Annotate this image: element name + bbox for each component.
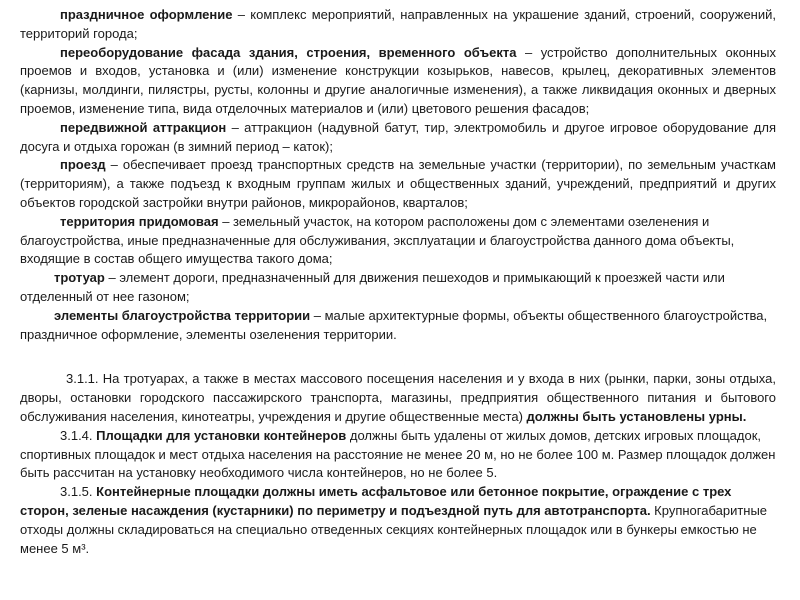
clause-text: На тротуарах, а также в местах массового посещения населения и у входа в них (рынки, парки, зоны отдыха, дворы, остановки городского пассажирского транспорта, магазины, предприятия общественного питания и бытового обслуживания населения, кинотеатры, учреждения и другие общественные места): [20, 371, 776, 424]
definition-term: проезд: [60, 157, 106, 173]
clause-bold-text: Площадки для установки контейнеров: [96, 427, 347, 443]
definition-text: – малые архитектурные формы, объекты общественного благоустройства, праздничное оформление, элементы озеленения территории.: [20, 307, 768, 342]
definition-term: территория придомовая: [60, 213, 219, 229]
definition-paragraph: [20, 213, 776, 269]
definition-term: передвижной аттракцион: [60, 119, 227, 135]
clause-bold-text: Контейнерные площадки должны иметь асфальтовое или бетонное покрытие, ограждение с трех сторон, зеленые насаждения (кустарники) по периметру и подъездной путь для автотранспорта.: [20, 484, 732, 518]
definition-term: праздничное оформление: [60, 7, 233, 22]
definition-term: элементы благоустройства территории: [54, 307, 311, 323]
clause-text: должны быть удалены от жилых домов, детских игровых площадок, спортивных площадок и мест отдыха населения на расстояние не менее 20 м, но не более 100 м. Размер площадок должен быть рассчитан на установку необходимого числа контейнеров, но не более 5.: [20, 427, 776, 481]
definition-text: – обеспечивает проезд транспортных средств на земельные участки (территории), по земельным участкам (территориям), а также подъезд к входным группам жилых и общественных зданий, учреждений, предприятий и других объектов городской застройки внутри районов, микрорайонов, кварталов;: [20, 157, 776, 210]
section-gap: [20, 344, 776, 370]
definition-paragraph: [20, 44, 776, 119]
definition-paragraph: [20, 156, 776, 212]
definition-term: тротуар: [54, 270, 105, 286]
definition-text: – элемент дороги, предназначенный для движения пешеходов и примыкающий к проезжей части или отделенный от нее газоном;: [20, 270, 725, 304]
definition-text: – устройство дополнительных оконных проемов и входов, установка и (или) изменение конструкции козырьков, навесов, крылец, декоративных элементов (карнизы, молдинги, пилястры, русты, колонны и другие аналогичные изменения), а также ликвидация оконных и дверных проемов, изменение типа, вида отделочных материалов и (или) цветового решения фасадов;: [20, 44, 776, 116]
definition-paragraph: [20, 6, 776, 44]
clause-number: 3.1.1.: [66, 371, 99, 387]
definition-text: – земельный участок, на котором расположены дом с элементами озеленения и благоустройства, иные предназначенные для обслуживания, эксплуатации и благоустройства данного дома объекты, входящие в состав общего имущества такого дома;: [20, 213, 735, 267]
clause-number: 3.1.5.: [60, 484, 93, 500]
definition-paragraph: [20, 119, 776, 157]
document: [20, 6, 776, 558]
definition-text: – аттракцион (надувной батут, тир, электромобиль и другое игровое оборудование для досуга и отдыха горожан (в зимний период – каток);: [20, 119, 776, 154]
definition-term: переоборудование фасада здания, строения, временного объекта: [60, 44, 517, 60]
clause-3-1-5: [20, 483, 776, 558]
clause-text: Крупногабаритные отходы должны складироваться на специально отведенных секциях контейнерных площадок или в бункеры емкостью не менее 5 м³.: [20, 502, 768, 556]
definition-paragraph: [20, 307, 776, 345]
clause-3-1-4: [20, 427, 776, 483]
clause-3-1-1: [20, 370, 776, 426]
clause-bold-text: должны быть установлены урны.: [526, 408, 747, 424]
clause-number: 3.1.4.: [60, 427, 93, 443]
definition-paragraph: [20, 269, 776, 307]
definition-text: – комплекс мероприятий, направленных на украшение зданий, строений, сооружений, территорий города;: [20, 7, 776, 41]
